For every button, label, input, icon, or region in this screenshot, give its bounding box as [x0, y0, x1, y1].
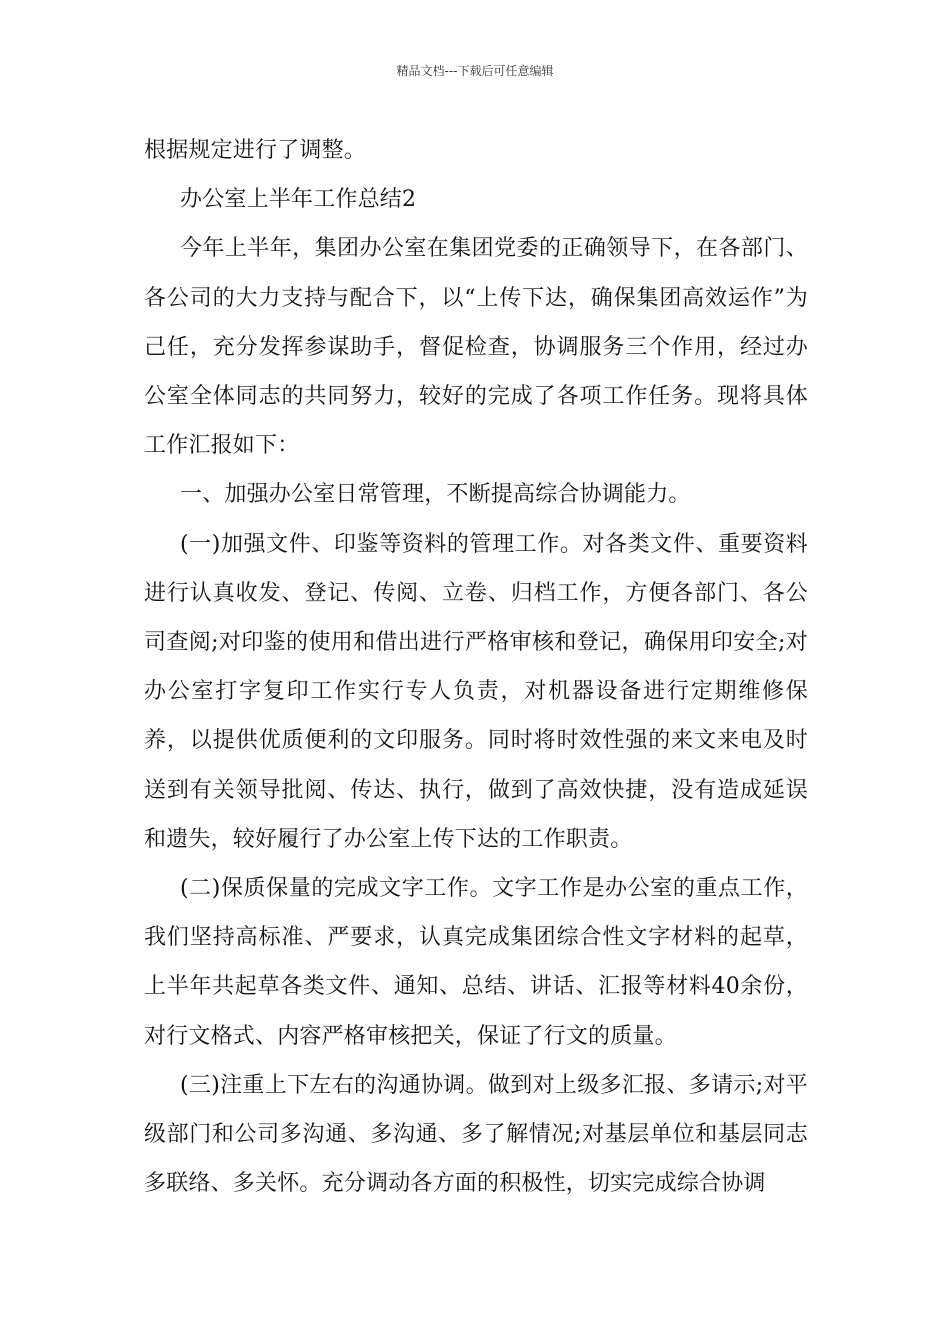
section-title: 办公室上半年工作总结2: [180, 187, 417, 213]
paragraph-continuation: 根据规定进行了调整。: [144, 138, 367, 163]
section-heading-1: 一、加强办公室日常管理，不断提高综合协调能力。: [180, 482, 691, 508]
paragraph-item-3: (三)注重上下左右的沟通协调。做到对上级多汇报、多请示;对平级部门和公司多沟通、多沟通、多了解情况;对基层单位和基层同志多联络、多关怀。充分调动各方面的积极性，切实完成综合协调: [144, 1072, 808, 1197]
page-header: 精品文档---下载后可任意编辑: [396, 64, 554, 78]
paragraph-intro: 今年上半年，集团办公室在集团党委的正确领导下，在各部门、各公司的大力支持与配合下，以“上传下达，确保集团高效运作”为己任，充分发挥参谋助手，督促检查，协调服务三个作用，经过办公室全体同志的共同努力，较好的完成了各项工作任务。现将具体工作汇报如下：: [144, 236, 808, 459]
paragraph-item-2: (二)保质保量的完成文字工作。文字工作是办公室的重点工作，我们坚持高标准、严要求，认真完成集团综合性文字材料的起草，上半年共起草各类文件、通知、总结、讲话、汇报等材料40余份，对行文格式、内容严格审核把关，保证了行文的质量。: [144, 876, 808, 1049]
paragraph-item-1: (一)加强文件、印鉴等资料的管理工作。对各类文件、重要资料进行认真收发、登记、传阅、立卷、归档工作，方便各部门、各公司查阅;对印鉴的使用和借出进行严格审核和登记，确保用印安全;对办公室打字复印工作实行专人负责，对机器设备进行定期维修保养，以提供优质便利的文印服务。同时将时效性强的来文来电及时送到有关领导批阅、传达、执行，做到了高效快捷，没有造成延误和遗失，较好履行了办公室上传下达的工作职责。: [144, 531, 808, 852]
document-body: [144, 126, 808, 1208]
